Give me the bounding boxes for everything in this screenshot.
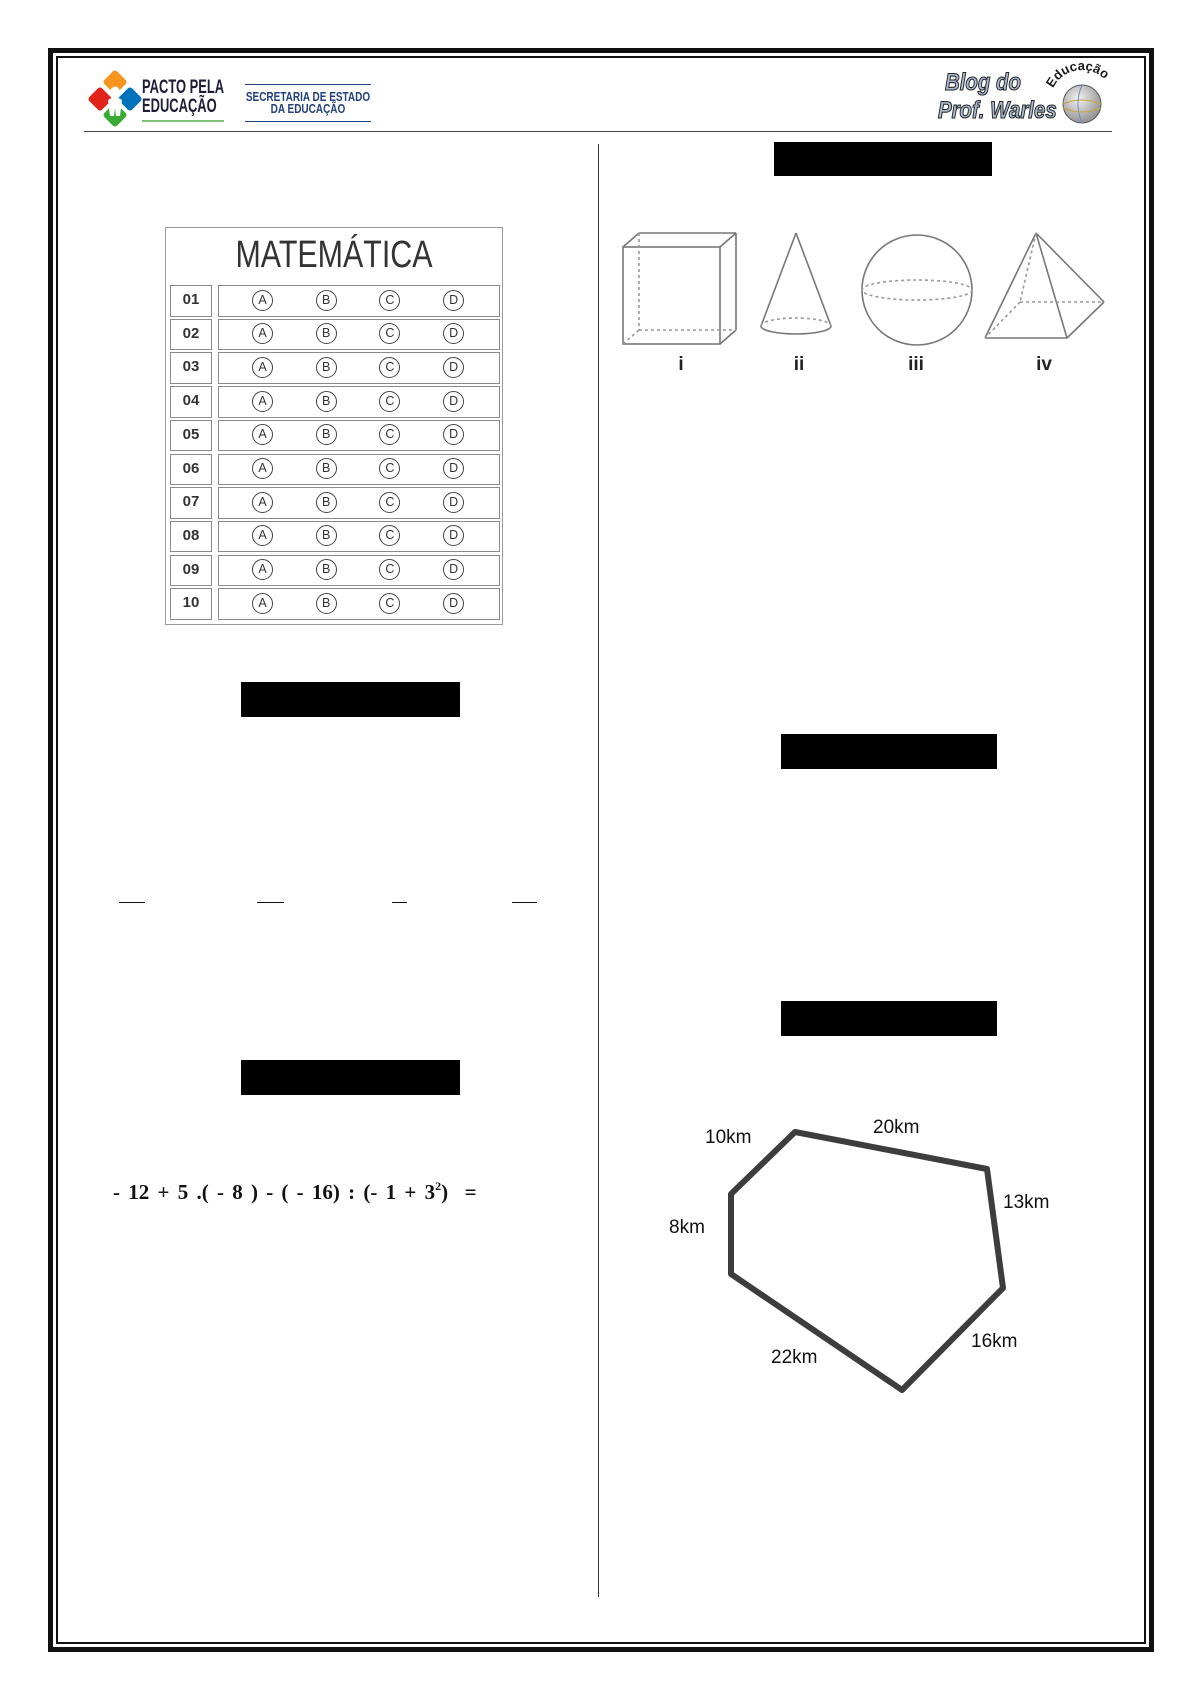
pacto-logo-icon	[88, 70, 142, 128]
expression-end: ) =	[441, 1180, 477, 1204]
answer-bubble: B	[316, 492, 337, 513]
answer-bubble: D	[443, 593, 464, 614]
fraction-bar	[119, 902, 145, 903]
answer-bubble: B	[316, 424, 337, 445]
answer-bubble: B	[316, 357, 337, 378]
answer-bubble: B	[316, 290, 337, 311]
blog-badge-text: Educação	[1042, 57, 1113, 90]
answer-bubble: B	[316, 323, 337, 344]
fraction-bar	[512, 902, 537, 903]
answer-bubble: D	[443, 458, 464, 479]
answer-bubble: A	[252, 458, 273, 479]
answer-row	[170, 555, 500, 587]
solid-label-ii: ii	[793, 354, 805, 375]
answer-bubble: D	[443, 357, 464, 378]
side-label-10km: 10km	[705, 1127, 752, 1148]
answer-sheet-rows	[170, 285, 500, 623]
answer-options	[218, 319, 500, 351]
pacto-logo-line1: PACTO PELA	[142, 77, 225, 98]
secretaria-rule-bottom	[245, 121, 371, 122]
answer-options	[218, 352, 500, 384]
solid-label-iii: iii	[908, 354, 924, 375]
polygon-route-figure	[720, 1120, 1020, 1410]
question-number: 08	[170, 521, 212, 553]
blog-logo-line2: Prof. Warles	[938, 97, 1057, 124]
redacted-heading	[241, 1060, 460, 1095]
expression-exponent: 2	[435, 1179, 442, 1193]
answer-sheet-title: MATEMÁTICA	[235, 234, 433, 276]
answer-bubble: C	[379, 391, 400, 412]
redacted-heading	[774, 142, 992, 176]
answer-bubble: A	[252, 492, 273, 513]
answer-row	[170, 352, 500, 384]
answer-bubble: A	[252, 323, 273, 344]
solid-label-iv: iv	[1036, 354, 1052, 375]
question-number: 10	[170, 588, 212, 620]
answer-bubble: D	[443, 290, 464, 311]
answer-options	[218, 555, 500, 587]
answer-row	[170, 386, 500, 418]
secretaria-logo	[223, 84, 393, 124]
question-number: 09	[170, 555, 212, 587]
question-number: 06	[170, 454, 212, 486]
answer-bubble: B	[316, 391, 337, 412]
education-globe-icon	[1030, 56, 1114, 132]
pacto-logo-line2: EDUCAÇÃO	[142, 96, 217, 117]
answer-bubble: C	[379, 525, 400, 546]
cube-figure	[623, 233, 736, 344]
question-number: 01	[170, 285, 212, 317]
answer-bubble: A	[252, 593, 273, 614]
side-label-16km: 16km	[971, 1331, 1018, 1352]
answer-bubble: A	[252, 290, 273, 311]
sphere-figure	[862, 235, 972, 345]
question-number: 05	[170, 420, 212, 452]
answer-bubble: A	[252, 424, 273, 445]
answer-bubble: C	[379, 357, 400, 378]
answer-bubble: D	[443, 391, 464, 412]
answer-bubble: D	[443, 424, 464, 445]
pacto-logo-tagline	[142, 120, 224, 122]
geometric-solids-figure	[615, 225, 1115, 355]
answer-bubble: C	[379, 559, 400, 580]
answer-bubble: B	[316, 593, 337, 614]
answer-options	[218, 285, 500, 317]
answer-row	[170, 420, 500, 452]
secretaria-line2: DA EDUCAÇÃO	[270, 102, 346, 116]
answer-options	[218, 487, 500, 519]
answer-bubble: C	[379, 424, 400, 445]
side-label-20km: 20km	[873, 1117, 920, 1138]
cone-figure	[761, 233, 831, 334]
question-number: 04	[170, 386, 212, 418]
side-label-22km: 22km	[771, 1347, 818, 1368]
fraction-bar	[257, 902, 284, 903]
fraction-bar	[392, 902, 407, 903]
side-label-13km: 13km	[1003, 1192, 1050, 1213]
question-number: 02	[170, 319, 212, 351]
answer-options	[218, 386, 500, 418]
answer-options	[218, 420, 500, 452]
redacted-heading	[241, 682, 460, 717]
answer-options	[218, 588, 500, 620]
answer-bubble: D	[443, 492, 464, 513]
answer-bubble: C	[379, 593, 400, 614]
secretaria-line1: SECRETARIA DE ESTADO	[245, 90, 371, 104]
answer-row	[170, 521, 500, 553]
redacted-heading	[781, 734, 997, 769]
answer-row	[170, 454, 500, 486]
answer-bubble: C	[379, 290, 400, 311]
pyramid-figure	[985, 233, 1104, 338]
answer-bubble: D	[443, 323, 464, 344]
question-number: 07	[170, 487, 212, 519]
solid-label-i: i	[678, 354, 684, 375]
answer-bubble: C	[379, 458, 400, 479]
answer-bubble: C	[379, 323, 400, 344]
answer-row	[170, 285, 500, 317]
answer-bubble: B	[316, 458, 337, 479]
question-number: 03	[170, 352, 212, 384]
answer-row	[170, 588, 500, 620]
answer-bubble: D	[443, 559, 464, 580]
answer-bubble: B	[316, 525, 337, 546]
answer-bubble: A	[252, 391, 273, 412]
answer-bubble: A	[252, 559, 273, 580]
blog-logo-line1: Blog do	[945, 69, 1021, 96]
header-divider	[84, 131, 1112, 132]
answer-options	[218, 521, 500, 553]
answer-bubble: A	[252, 525, 273, 546]
column-divider	[598, 144, 599, 1597]
secretaria-rule-top	[245, 84, 371, 85]
numeric-expression	[113, 1178, 477, 1206]
answer-options	[218, 454, 500, 486]
answer-bubble: A	[252, 357, 273, 378]
answer-row	[170, 487, 500, 519]
expression-main: - 12 + 5 .( - 8 ) - ( - 16) : (- 1 + 3	[113, 1180, 436, 1204]
answer-bubble: D	[443, 525, 464, 546]
answer-bubble: B	[316, 559, 337, 580]
answer-row	[170, 319, 500, 351]
answer-bubble: C	[379, 492, 400, 513]
side-label-8km: 8km	[669, 1217, 705, 1238]
redacted-heading	[781, 1001, 997, 1036]
